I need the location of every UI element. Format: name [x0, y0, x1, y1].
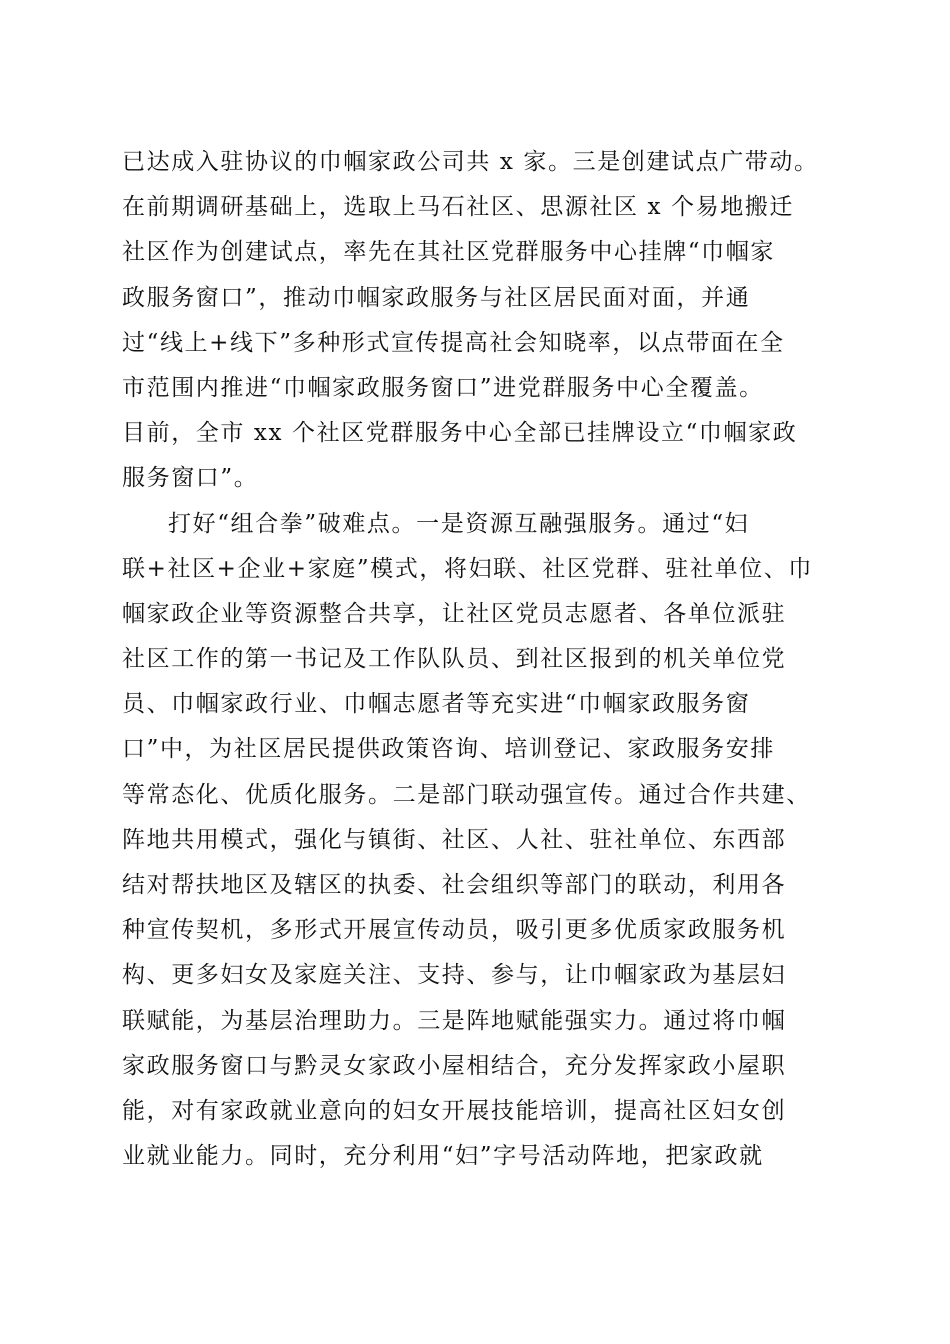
- text-line: 联赋能，为基层治理助力。三是阵地赋能强实力。通过将巾帼: [122, 1007, 787, 1034]
- paragraph-1: [122, 140, 842, 502]
- text-line: 构、更多妇女及家庭关注、支持、参与，让巾帼家政为基层妇: [122, 962, 787, 989]
- text-line: 等常态化、优质化服务。二是部门联动强宣传。通过合作共建、: [122, 781, 811, 808]
- text-line: 已达成入驻协议的巾帼家政公司共 x 家。三是创建试点广带动。: [122, 149, 819, 175]
- text-line: 政服务窗口”，推动巾帼家政服务与社区居民面对面，并通: [122, 284, 751, 311]
- body-text: [122, 140, 842, 1179]
- text-line: 结对帮扶地区及辖区的执委、社会组织等部门的联动，利用各: [122, 872, 787, 898]
- text-line: 业就业能力。同时，充分利用“妇”字号活动阵地，把家政就: [122, 1143, 764, 1170]
- text-line: 联+社区+企业+家庭”模式，将妇联、社区党群、驻社单位、巾: [122, 555, 813, 582]
- text-line: 市范围内推进“巾帼家政服务窗口”进党群服务中心全覆盖。: [122, 374, 764, 401]
- text-line: 员、巾帼家政行业、巾帼志愿者等充实进“巾帼家政服务窗: [122, 691, 751, 718]
- text-line: 能，对有家政就业意向的妇女开展技能培训，提高社区妇女创: [122, 1097, 787, 1124]
- text-line: 目前，全市 xx 个社区党群服务中心全部已挂牌设立“巾帼家政: [122, 420, 798, 447]
- text-line: 在前期调研基础上，选取上马石社区、思源社区 x 个易地搬迁: [122, 194, 794, 221]
- text-line: 社区工作的第一书记及工作队队员、到社区报到的机关单位党: [122, 646, 787, 673]
- text-line: 家政服务窗口与黔灵女家政小屋相结合，充分发挥家政小屋职: [122, 1052, 787, 1079]
- text-line: 阵地共用模式，强化与镇街、社区、人社、驻社单位、东西部: [122, 826, 787, 853]
- paragraph-2: [122, 502, 842, 1180]
- text-line: 社区作为创建试点，率先在其社区党群服务中心挂牌“巾帼家: [122, 239, 775, 266]
- text-line: 服务窗口”。: [122, 465, 259, 492]
- text-line: 帼家政企业等资源整合共享，让社区党员志愿者、各单位派驻: [122, 600, 787, 627]
- text-line: 种宣传契机，多形式开展宣传动员，吸引更多优质家政服务机: [122, 917, 787, 944]
- text-line-indented: 打好“组合拳”破难点。一是资源互融强服务。通过“妇: [168, 510, 750, 537]
- text-line: 过“线上+线下”多种形式宣传提高社会知晓率，以点带面在全: [122, 329, 785, 356]
- text-line: 口”中，为社区居民提供政策咨询、培训登记、家政服务安排: [122, 736, 775, 763]
